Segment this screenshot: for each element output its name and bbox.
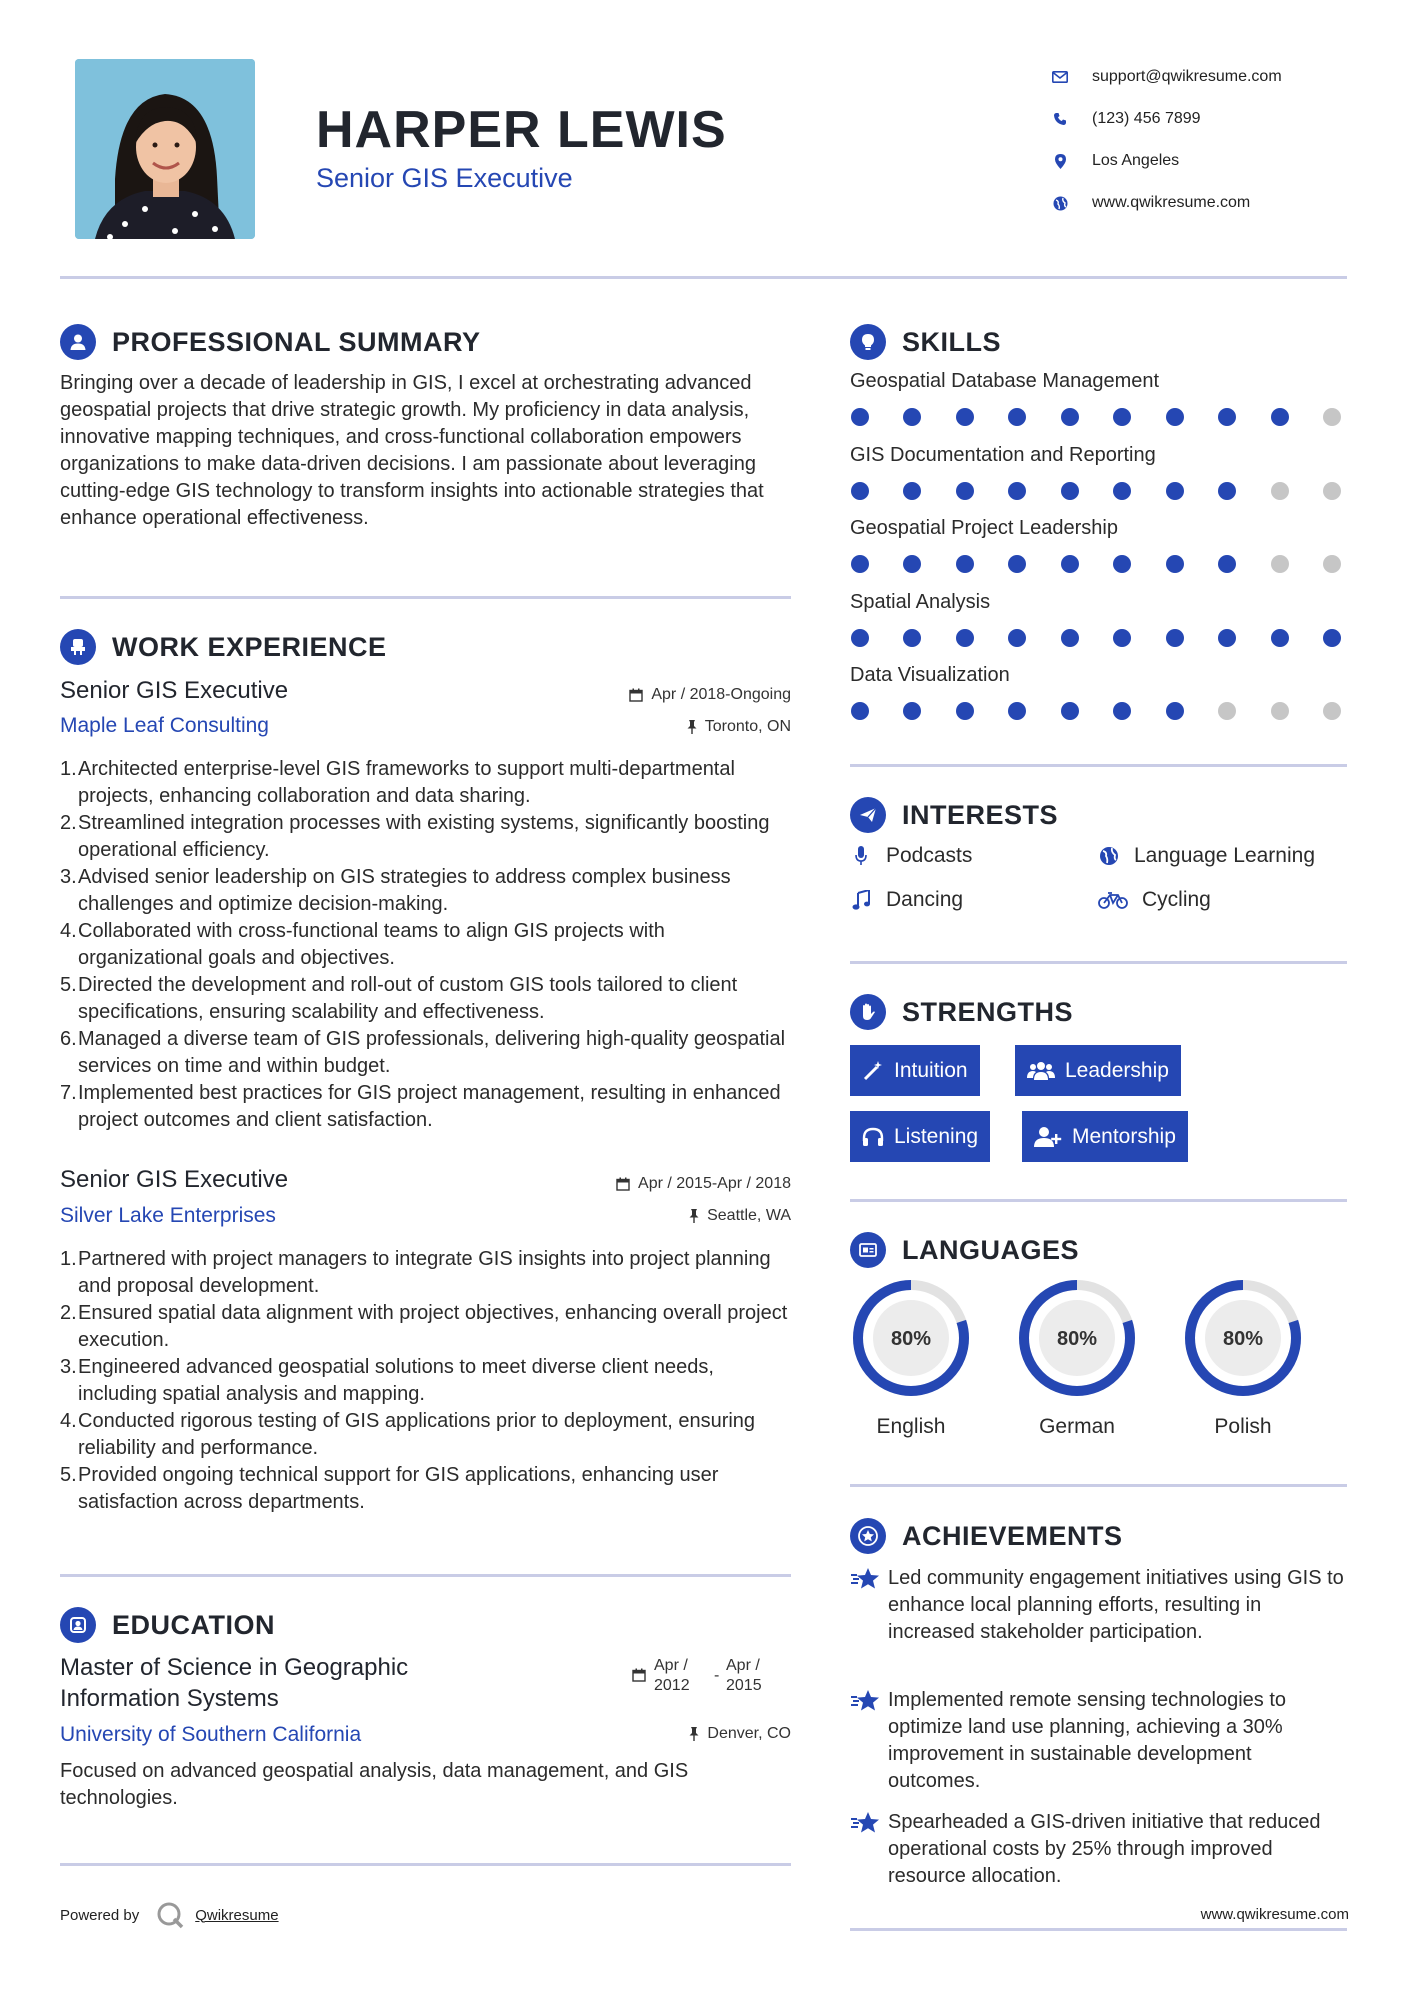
education-dates: Apr / 2012 - Apr / 2015 — [632, 1656, 786, 1696]
job-1-bullets — [60, 756, 795, 1134]
pushpin-icon — [689, 1209, 699, 1223]
language-item — [1015, 1276, 1139, 1439]
skill-rating — [851, 482, 1341, 500]
contact-email-text: support@qwikresume.com — [1092, 68, 1282, 85]
job-1-dates — [629, 686, 791, 704]
language-percent: 80% — [890, 1328, 932, 1350]
rating-dot-filled — [1218, 408, 1236, 426]
rating-dot-filled — [851, 482, 869, 500]
list-item: Implemented best practices for GIS project management, resulting in enhanced project outcomes and client satisfaction. — [78, 1082, 781, 1131]
skill-rating — [851, 629, 1341, 647]
list-item: Ensured spatial data alignment with project objectives, enhancing overall project execution. — [78, 1302, 788, 1351]
rating-dot-filled — [1061, 482, 1079, 500]
interest-label: Podcasts — [886, 844, 973, 867]
summary-text: Bringing over a decade of leadership in GIS, I excel at orchestrating advanced geospatial projects that drive strategic growth. My proficiency in data analysis, innovative mapping techniques, and cross-functional collaboration empowers organizations to make data-driven decisions. I am passionate about leveraging cutting-edge GIS technology to transform insights into actionable strategies that enhance operational effectiveness. — [60, 372, 764, 529]
skill-rating — [851, 555, 1341, 573]
strength-listening — [850, 1111, 990, 1162]
job-2-dates — [616, 1175, 791, 1193]
contact-website-text: www.qwikresume.com — [1092, 194, 1251, 211]
interest-label: Language Learning — [1134, 844, 1316, 867]
achievement-text: Spearheaded a GIS-driven initiative that reduced operational costs by 25% through improved resource allocation. — [888, 1811, 1321, 1887]
headphones-icon — [862, 1127, 884, 1147]
globe-icon — [1098, 846, 1120, 866]
rating-dot-empty — [1271, 555, 1289, 573]
experience-heading — [60, 627, 387, 667]
powered-by — [60, 1900, 279, 1930]
education-heading — [60, 1605, 275, 1645]
pushpin-icon — [689, 1727, 699, 1741]
skills-divider — [850, 764, 1347, 767]
shooting-star-icon — [850, 1811, 888, 1890]
rating-dot-filled — [956, 629, 974, 647]
rating-dot-filled — [1166, 408, 1184, 426]
qwikresume-logo-icon — [155, 1900, 185, 1930]
rating-dot-filled — [1008, 555, 1026, 573]
group-icon — [1027, 1060, 1055, 1082]
strength-label: Mentorship — [1072, 1124, 1176, 1148]
strengths-heading — [850, 992, 1073, 1032]
languages-divider — [850, 1484, 1347, 1487]
achievement-text: Implemented remote sensing technologies to optimize land use planning, achieving a 30% improvement in sustainable development outcomes. — [888, 1689, 1287, 1792]
phone-icon — [1050, 109, 1070, 129]
contact-phone[interactable] — [1050, 98, 1380, 140]
header-divider — [60, 276, 1347, 279]
interest-podcasts — [850, 844, 972, 868]
rating-dot-filled — [851, 408, 869, 426]
strength-intuition — [850, 1045, 980, 1096]
list-item: Partnered with project managers to integrate GIS insights into project planning and proposal development. — [78, 1248, 771, 1297]
rating-dot-filled — [1008, 629, 1026, 647]
skills-heading — [850, 322, 1001, 362]
rating-dot-filled — [851, 702, 869, 720]
contact-phone-text: (123) 456 7899 — [1092, 110, 1201, 127]
language-percent: 80% — [1056, 1328, 1098, 1350]
skill-name: GIS Documentation and Reporting — [850, 443, 1156, 466]
achievement-text: Led community engagement initiatives using GIS to enhance local planning efforts, resulting in increased stakeholder participation. — [888, 1567, 1344, 1643]
skill-name: Data Visualization — [850, 664, 1010, 686]
job-1-title: Senior GIS Executive — [60, 677, 289, 704]
list-item: Engineered advanced geospatial solutions to meet diverse client needs, including spatial analysis and mapping. — [78, 1356, 714, 1405]
rating-dot-filled — [903, 408, 921, 426]
languages-heading — [850, 1230, 1079, 1270]
list-item: Provided ongoing technical support for GIS applications, enhancing user satisfaction across departments. — [78, 1464, 719, 1513]
education-end: Apr / 2015 — [726, 1657, 762, 1694]
contact-location — [1050, 140, 1380, 182]
map-pin-icon — [1050, 151, 1070, 171]
interests-heading — [850, 795, 1058, 835]
qwikresume-link[interactable]: Qwikresume — [195, 1906, 279, 1924]
summary-divider — [60, 596, 791, 599]
rating-dot-filled — [956, 702, 974, 720]
rating-dot-filled — [1061, 702, 1079, 720]
rating-dot-filled — [903, 482, 921, 500]
education-start: Apr / 2012 — [654, 1657, 690, 1694]
education-degree: Master of Science in Geographic Information Systems — [60, 1654, 409, 1712]
skill-name: Spatial Analysis — [850, 590, 991, 613]
rating-dot-filled — [1008, 408, 1026, 426]
calendar-icon — [616, 1177, 630, 1191]
rating-dot-filled — [1061, 555, 1079, 573]
job-2-title: Senior GIS Executive — [60, 1166, 289, 1193]
user-icon — [60, 324, 96, 360]
job-2-location-text: Seattle, WA — [707, 1207, 791, 1224]
education-school: University of Southern California — [60, 1723, 362, 1746]
id-card-icon — [850, 1232, 886, 1268]
education-location-text: Denver, CO — [707, 1725, 791, 1742]
rating-dot-filled — [1218, 482, 1236, 500]
candidate-title: Senior GIS Executive — [316, 163, 573, 193]
skill-name: Geospatial Database Management — [850, 370, 1160, 392]
rating-dot-filled — [1008, 482, 1026, 500]
skill-rating — [851, 702, 1341, 720]
interest-label: Dancing — [886, 888, 964, 911]
rating-dot-filled — [1166, 555, 1184, 573]
job-1-location-text: Toronto, ON — [704, 718, 791, 735]
achievement-1 — [850, 1565, 1348, 1646]
job-2-dates-text: Apr / 2015-Apr / 2018 — [638, 1175, 791, 1192]
rating-dot-empty — [1271, 702, 1289, 720]
contact-location-text: Los Angeles — [1092, 152, 1180, 169]
contact-email[interactable] — [1050, 56, 1380, 98]
magic-wand-icon — [862, 1060, 884, 1082]
rating-dot-filled — [1061, 408, 1079, 426]
interests-divider — [850, 961, 1347, 964]
strength-mentorship — [1022, 1111, 1188, 1162]
list-item: Conducted rigorous testing of GIS applications prior to deployment, ensuring reliability and performance. — [78, 1410, 756, 1459]
rating-dot-filled — [851, 555, 869, 573]
powered-by-text: Powered by — [60, 1906, 140, 1924]
rating-dot-filled — [1008, 702, 1026, 720]
candidate-name: HARPER LEWIS — [316, 101, 727, 159]
achievements-divider — [850, 1928, 1347, 1931]
calendar-icon — [632, 1668, 646, 1682]
skill-rating — [851, 408, 1341, 426]
interests-heading-text: INTERESTS — [902, 799, 1059, 830]
job-2-company: Silver Lake Enterprises — [60, 1204, 276, 1227]
strength-leadership — [1015, 1045, 1181, 1096]
rating-dot-filled — [1271, 408, 1289, 426]
contact-info — [1050, 56, 1380, 224]
rating-dot-empty — [1323, 482, 1341, 500]
education-location — [689, 1725, 791, 1743]
education-description: Focused on advanced geospatial analysis, data management, and GIS technologies. — [60, 1760, 689, 1809]
rating-dot-empty — [1323, 408, 1341, 426]
list-item: Collaborated with cross-functional teams to align GIS projects with organizational goals and objectives. — [78, 920, 665, 969]
rating-dot-filled — [851, 629, 869, 647]
job-1-dates-text: Apr / 2018-Ongoing — [651, 686, 791, 703]
job-1-location — [687, 718, 791, 736]
language-name: English — [876, 1415, 946, 1438]
hand-icon — [850, 994, 886, 1030]
shooting-star-icon — [850, 1567, 888, 1646]
briefcase-icon — [60, 629, 96, 665]
rating-dot-filled — [956, 555, 974, 573]
rating-dot-filled — [1113, 555, 1131, 573]
strength-label: Listening — [894, 1124, 979, 1148]
language-percent: 80% — [1222, 1328, 1264, 1350]
language-progress-ring — [1181, 1276, 1305, 1400]
interest-dancing — [850, 888, 963, 912]
strengths-heading-text: STRENGTHS — [902, 996, 1074, 1027]
rating-dot-empty — [1323, 702, 1341, 720]
summary-heading-text: PROFESSIONAL SUMMARY — [112, 326, 481, 357]
strength-label: Leadership — [1065, 1058, 1169, 1082]
rating-dot-filled — [956, 482, 974, 500]
pushpin-icon — [687, 720, 697, 734]
star-badge-icon — [850, 1518, 886, 1554]
achievements-heading — [850, 1516, 1123, 1556]
rating-dot-filled — [1218, 629, 1236, 647]
rating-dot-filled — [1166, 482, 1184, 500]
job-1-company: Maple Leaf Consulting — [60, 714, 269, 737]
lightbulb-icon — [850, 324, 886, 360]
bicycle-icon — [1098, 891, 1128, 909]
rating-dot-filled — [1323, 629, 1341, 647]
envelope-icon — [1050, 67, 1070, 87]
interest-language-learning — [1098, 844, 1315, 868]
shooting-star-icon — [850, 1689, 888, 1795]
calendar-icon — [629, 688, 643, 702]
languages-heading-text: LANGUAGES — [902, 1234, 1080, 1265]
language-name: German — [1039, 1415, 1115, 1438]
rating-dot-filled — [903, 555, 921, 573]
strengths-divider — [850, 1199, 1347, 1202]
rating-dot-filled — [903, 629, 921, 647]
rating-dot-filled — [1113, 629, 1131, 647]
strength-label: Intuition — [894, 1058, 968, 1082]
job-2-location — [689, 1207, 791, 1225]
rating-dot-empty — [1323, 555, 1341, 573]
rating-dot-filled — [956, 408, 974, 426]
interest-cycling — [1098, 888, 1211, 912]
profile-photo — [75, 59, 255, 239]
language-name: Polish — [1214, 1415, 1272, 1438]
education-divider — [60, 1863, 791, 1866]
experience-heading-text: WORK EXPERIENCE — [112, 631, 387, 662]
language-item — [849, 1276, 973, 1439]
rating-dot-filled — [1061, 629, 1079, 647]
rating-dot-filled — [1113, 702, 1131, 720]
language-progress-ring — [849, 1276, 973, 1400]
rating-dot-filled — [1113, 408, 1131, 426]
rating-dot-filled — [1113, 482, 1131, 500]
rating-dot-filled — [1218, 555, 1236, 573]
summary-heading — [60, 322, 481, 362]
contact-website[interactable] — [1050, 182, 1380, 224]
graduate-icon — [60, 1607, 96, 1643]
rating-dot-filled — [1271, 629, 1289, 647]
paper-plane-icon — [850, 797, 886, 833]
experience-divider — [60, 1574, 791, 1577]
list-item: Managed a diverse team of GIS professionals, delivering high-quality geospatial services on time and within budget. — [78, 1028, 786, 1077]
skill-name: Geospatial Project Leadership — [850, 517, 1118, 539]
list-item: Directed the development and roll-out of custom GIS tools tailored to client specifications, ensuring scalability and effectiveness. — [78, 974, 738, 1023]
job-2-bullets — [60, 1246, 795, 1516]
achievement-3 — [850, 1809, 1348, 1890]
language-progress-ring — [1015, 1276, 1139, 1400]
rating-dot-empty — [1271, 482, 1289, 500]
rating-dot-empty — [1218, 702, 1236, 720]
skills-heading-text: SKILLS — [902, 326, 1002, 357]
list-item: Streamlined integration processes with existing systems, significantly boosting operational efficiency. — [78, 812, 770, 861]
microphone-icon — [850, 846, 872, 866]
achievements-heading-text: ACHIEVEMENTS — [902, 1520, 1123, 1551]
globe-icon — [1050, 193, 1070, 213]
interest-label: Cycling — [1142, 888, 1211, 911]
education-heading-text: EDUCATION — [112, 1609, 275, 1640]
list-item: Architected enterprise-level GIS frameworks to support multi-departmental projects, enhancing collaboration and data sharing. — [78, 758, 735, 807]
music-note-icon — [850, 890, 872, 910]
rating-dot-filled — [1166, 629, 1184, 647]
rating-dot-filled — [903, 702, 921, 720]
user-plus-icon — [1034, 1126, 1062, 1148]
list-item: Advised senior leadership on GIS strategies to address complex business challenges and optimize decision-making. — [78, 866, 731, 915]
language-item — [1181, 1276, 1305, 1439]
achievement-2 — [850, 1687, 1348, 1795]
rating-dot-filled — [1166, 702, 1184, 720]
footer-website[interactable]: www.qwikresume.com — [1200, 1906, 1349, 1923]
